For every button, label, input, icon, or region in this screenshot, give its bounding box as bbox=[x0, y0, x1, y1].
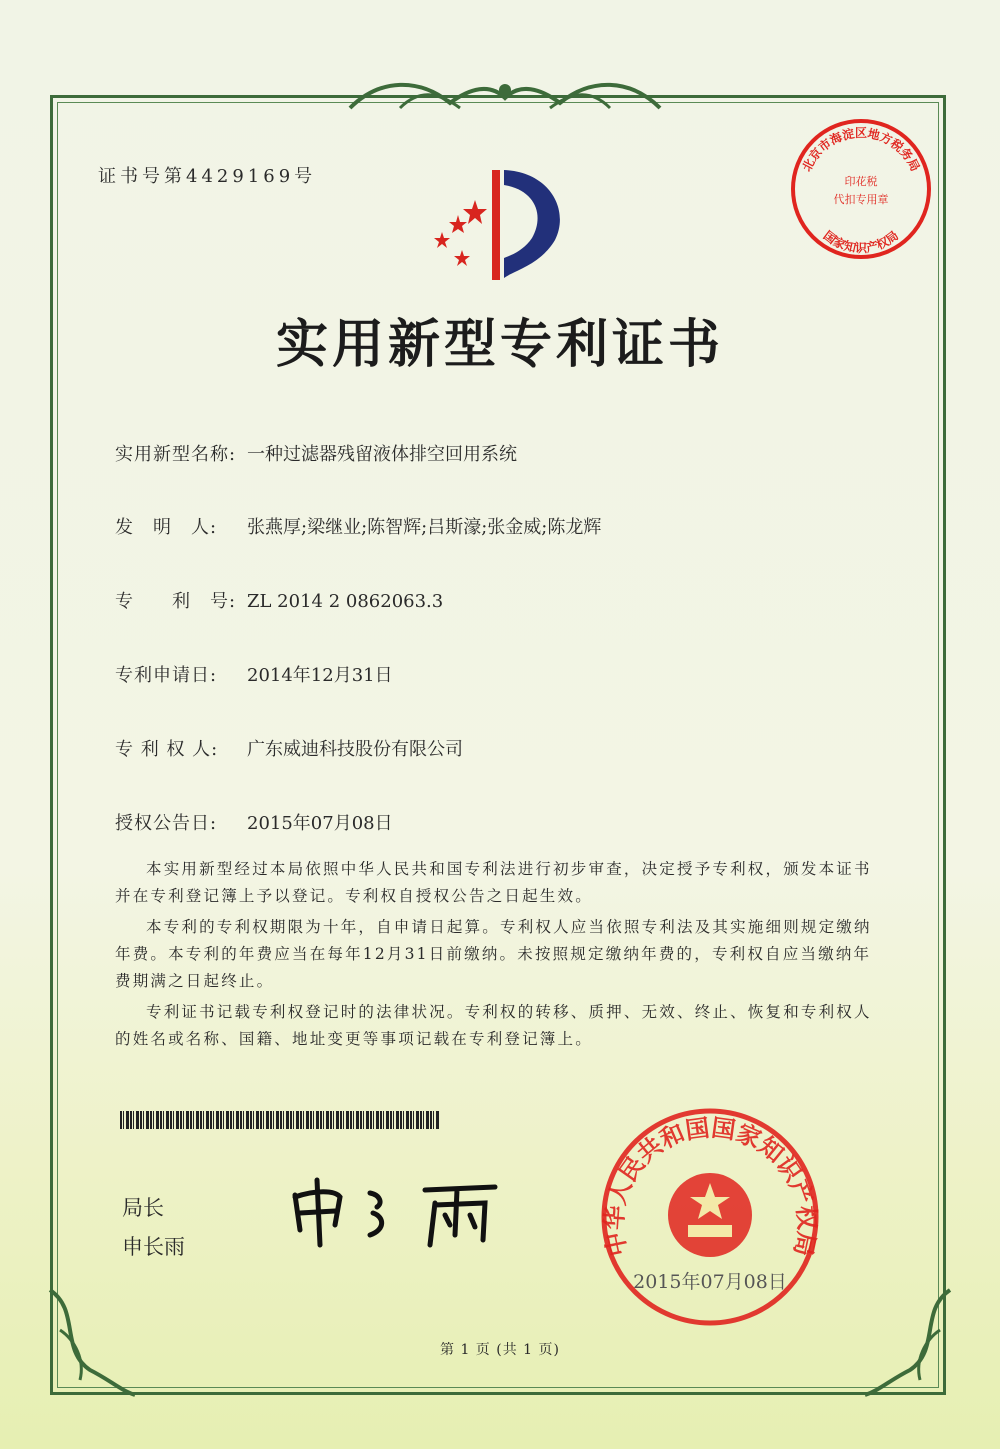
svg-text:北京市海淀区地方税务局 bbox=[800, 125, 923, 174]
page-title: 实用新型专利证书 bbox=[275, 314, 724, 375]
director-title: 局长 bbox=[122, 1196, 164, 1220]
tax-stamp-outer-bottom: 国家知识产权局 bbox=[820, 228, 902, 256]
field-label: 授权公告日: bbox=[115, 813, 218, 834]
certificate-number: 证书号第4429169号 bbox=[98, 166, 317, 187]
field-label: 实用新型名称: bbox=[115, 444, 237, 465]
ornament-bottom-right bbox=[860, 1270, 960, 1400]
field-value: ZL 2014 2 0862063.3 bbox=[247, 591, 444, 612]
ornament-top bbox=[340, 68, 670, 118]
office-seal bbox=[598, 1105, 823, 1330]
tax-stamp-seal bbox=[787, 115, 935, 263]
field-patentee bbox=[115, 735, 463, 761]
field-value: 2015年07月08日 bbox=[247, 813, 393, 834]
field-label: 专 利 权 人: bbox=[115, 739, 219, 760]
field-value: 2014年12月31日 bbox=[247, 665, 393, 686]
field-name bbox=[115, 440, 517, 466]
field-patent-number bbox=[115, 587, 443, 613]
office-seal-date: 2015年07月08日 bbox=[633, 1271, 787, 1293]
director-name: 申长雨 bbox=[122, 1235, 185, 1259]
body-paragraph: 本实用新型经过本局依照中华人民共和国专利法进行初步审查，决定授予专利权，颁发本证书并在专利登记簿上予以登记。专利权自授权公告之日起生效。 bbox=[115, 860, 872, 905]
barcode bbox=[120, 1111, 440, 1129]
field-label: 专 利 号: bbox=[115, 591, 237, 612]
field-value: 张燕厚;梁继业;陈智辉;吕斯濠;张金威;陈龙辉 bbox=[247, 517, 602, 538]
ornament-bottom-left bbox=[40, 1270, 140, 1400]
director-signature bbox=[285, 1175, 515, 1250]
office-seal-ring: 中华人民共和国国家知识产权局 bbox=[598, 1112, 823, 1259]
field-label: 专利申请日: bbox=[115, 665, 218, 686]
body-paragraph: 专利证书记载专利权登记时的法律状况。专利权的转移、质押、无效、终止、恢复和专利权人的姓名或名称、国籍、地址变更等事项记载在专利登记簿上。 bbox=[115, 1003, 872, 1048]
body-paragraph: 本专利的专利权期限为十年，自申请日起算。专利权人应当依照专利法及其实施细则规定缴纳年费。本专利的年费应当在每年12月31日前缴纳。未按照规定缴纳年费的，专利权自应当缴纳年费期满之日起终止。 bbox=[115, 918, 872, 990]
certificate-body bbox=[115, 856, 875, 1057]
field-label: 发 明 人: bbox=[115, 517, 218, 538]
field-grant-date bbox=[115, 809, 393, 835]
field-inventors bbox=[115, 513, 601, 539]
tax-stamp-outer-top: 北京市海淀区地方税务局 bbox=[799, 126, 923, 174]
field-value: 一种过滤器残留液体排空回用系统 bbox=[247, 444, 517, 465]
tax-stamp-center-1: 印花税 bbox=[844, 175, 878, 188]
tax-stamp-center-2: 代扣专用章 bbox=[833, 193, 889, 206]
field-value: 广东威迪科技股份有限公司 bbox=[247, 739, 463, 760]
field-application-date bbox=[115, 661, 393, 687]
page-footer: 第 1 页 (共 1 页) bbox=[440, 1342, 560, 1358]
patent-office-logo bbox=[420, 160, 570, 285]
